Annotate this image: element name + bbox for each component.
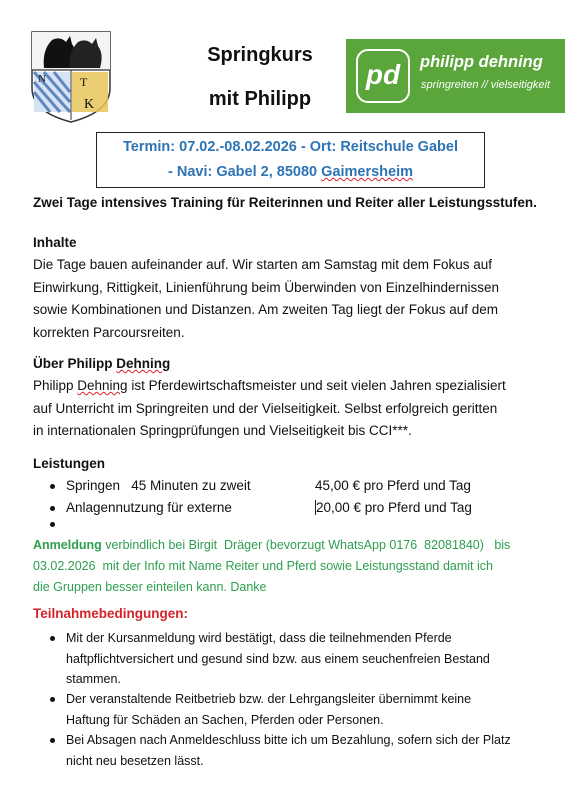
bullet-icon xyxy=(50,738,55,743)
intro-text: Zwei Tage intensives Training für Reiterinnen und Reiter aller Leistungsstufen. xyxy=(33,195,537,210)
inhalte-line: sowie Kombinationen und Distanzen. Am zweiten Tag liegt der Fokus auf dem xyxy=(33,302,499,317)
ueber-line: auf Unterricht im Springreiten und der Vielseitigkeit. Selbst erfolgreich geritten xyxy=(33,400,498,416)
teilnahme-item-text xyxy=(66,689,471,730)
bullet-icon xyxy=(50,506,55,511)
course-title-line-1: Springkurs xyxy=(207,44,313,66)
termin-date-location: Termin: 07.02.-08.02.2026 - Ort: Reitschule Gabel xyxy=(123,139,458,155)
leistung-item-empty xyxy=(50,516,65,531)
logo-name: philipp dehning xyxy=(420,53,543,71)
inhalte-line: korrekten Parcoursreiten. xyxy=(33,324,185,340)
teilnahme-heading: Teilnahmebedingungen: xyxy=(33,606,188,621)
riding-club-crest-logo xyxy=(30,30,112,124)
ueber-heading-prefix: Über Philipp xyxy=(33,356,117,371)
termin-box xyxy=(96,132,485,188)
philipp-dehning-logo xyxy=(346,39,565,113)
ueber-line1-prefix: Philipp xyxy=(33,378,78,393)
inhalte-line: Die Tage bauen aufeinander auf. Wir starten am Samstag mit dem Fokus auf xyxy=(33,257,492,272)
ueber-line1-rest: ist Pferdewirtschaftsmeister und seit vielen Jahren spezialisiert xyxy=(127,378,506,393)
leistungen-heading: Leistungen xyxy=(33,456,106,471)
bullet-icon xyxy=(50,697,55,702)
teilnahme-line: Haftung für Schäden an Sachen, Pferden oder Personen. xyxy=(66,712,384,727)
termin-navi-town: Gaimersheim xyxy=(321,164,414,180)
ueber-line1-name: Dehning xyxy=(77,378,128,393)
teilnahme-line: Bei Absagen nach Anmeldeschluss bitte ich um Bezahlung, sofern sich der Platz xyxy=(66,733,511,747)
logo-pd-mark: pd xyxy=(356,49,410,103)
inhalte-heading: Inhalte xyxy=(33,235,77,250)
ueber-line xyxy=(33,375,506,398)
leistung-item xyxy=(50,478,471,493)
inhalte-paragraph xyxy=(33,254,499,344)
ueber-heading xyxy=(33,353,170,376)
teilnahme-item-text xyxy=(66,730,511,771)
leistung-name: Springen 45 Minuten zu zweit xyxy=(66,478,251,493)
anmeldung-label: Anmeldung xyxy=(33,538,102,552)
bullet-icon xyxy=(50,636,55,641)
course-title-line-2: mit Philipp xyxy=(208,88,312,110)
teilnahme-line: Mit der Kursanmeldung wird bestätigt, dass die teilnehmenden Pferde xyxy=(66,631,452,645)
anmeldung-paragraph xyxy=(33,535,510,598)
crest-letter-n: N xyxy=(38,73,46,85)
anmeldung-line xyxy=(33,535,510,556)
anmeldung-line: 03.02.2026 mit der Info mit Name Reiter und Pferd sowie Leistungsstand damit ich xyxy=(33,559,493,573)
teilnahme-line: Der veranstaltende Reitbetrieb bzw. der Lehrgangsleiter übernimmt keine xyxy=(66,692,472,706)
teilnahme-line: haftpflichtversichert und gesund sind bzw. aus einem seuchenfreien Bestand xyxy=(66,651,490,666)
anmeldung-line1-rest: verbindlich bei Birgit Dräger (bevorzugt WhatsApp 0176 82081840) bis xyxy=(101,538,511,552)
leistung-price: 20,00 € pro Pferd und Tag xyxy=(316,500,472,515)
anmeldung-line: die Gruppen besser einteilen kann. Danke xyxy=(33,580,267,594)
bullet-icon xyxy=(50,484,55,489)
ueber-line: in internationalen Springprüfungen und Vielseitigkeit bis CCI***. xyxy=(33,423,412,438)
crest-letter-t: T xyxy=(80,75,88,89)
termin-navi xyxy=(97,164,484,180)
leistung-item xyxy=(50,500,472,515)
logo-tagline: springreiten // vielseitigkeit xyxy=(421,79,551,91)
termin-navi-prefix: - Navi: Gabel 2, 85080 xyxy=(167,164,322,180)
ueber-heading-name: Dehning xyxy=(116,356,171,371)
teilnahme-item-text xyxy=(66,628,490,690)
crest-letter-k: K xyxy=(84,97,95,112)
inhalte-line: Einwirkung, Rittigkeit, Linienführung beim Überwinden von Einzelhindernissen xyxy=(33,279,500,295)
teilnahme-line: stammen. xyxy=(66,672,121,686)
teilnahme-line: nicht neu besetzen lässt. xyxy=(66,753,204,768)
bullet-icon xyxy=(50,522,55,527)
ueber-paragraph xyxy=(33,375,506,443)
leistung-price: 45,00 € pro Pferd und Tag xyxy=(315,478,471,493)
leistung-name: Anlagennutzung für externe xyxy=(66,500,232,515)
